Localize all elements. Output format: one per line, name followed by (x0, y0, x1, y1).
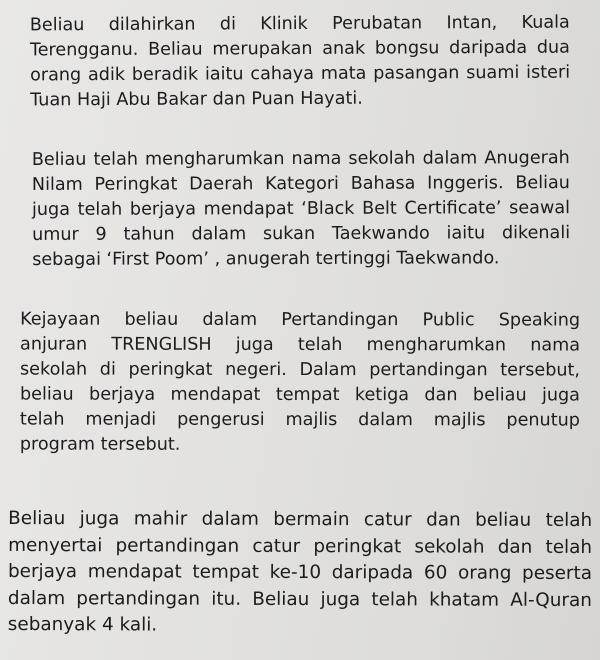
text-line: berjaya mendapat tempat ke-10 daripada 60 orang peserta (7, 560, 593, 585)
text-line: orang adik beradik iaitu cahaya mata pasangan suami isteri (30, 62, 571, 86)
text-line: sekolah di peringkat negeri. Dalam pertandingan tersebut, (20, 359, 581, 381)
paragraph-public-speaking (20, 308, 580, 459)
text-line: umur 9 tahun dalam sukan Taekwando iaitu dikenali (32, 223, 571, 245)
paragraph-chess (8, 506, 592, 641)
text-line: telah menjadi pengerusi majlis dalam majlis penutup (19, 409, 580, 431)
text-line: Beliau dilahirkan di Klinik Perubatan Intan, Kuala (29, 12, 570, 36)
text-line: beliau berjaya mendapat tempat ketiga dan beliau juga (19, 384, 580, 406)
paragraph-achievements (32, 146, 570, 273)
text-line: anjuran TRENGLISH juga telah mengharumkan nama (20, 334, 581, 356)
text-line: sebagai ‘First Poom’ , anugerah tertinggi Taekwando. (32, 248, 500, 270)
text-line: Beliau telah mengharumkan nama sekolah dalam Anugerah (31, 148, 570, 170)
text-line: Nilam Peringkat Daerah Kategori Bahasa Inggeris. Beliau (31, 173, 570, 195)
paragraph-birth (30, 11, 571, 114)
text-line: juga telah berjaya mendapat ‘Black Belt Certificate’ seawal (31, 198, 571, 220)
text-line: Kejayaan beliau dalam Pertandingan Public Speaking (20, 309, 581, 331)
text-line: sebanyak 4 kali. (7, 613, 158, 636)
text-line: menyertai pertandingan catur peringkat sekolah dan telah (8, 534, 593, 558)
text-line: Tuan Haji Abu Bakar dan Puan Hayati. (30, 88, 363, 111)
text-line: program tersebut. (19, 434, 181, 455)
text-line: dalam pertandingan itu. Beliau juga telah khatam Al-Quran (7, 587, 592, 611)
text-line: Beliau juga mahir dalam bermain catur dan beliau telah (8, 507, 593, 532)
text-line: Terengganu. Beliau merupakan anak bongsu daripada dua (29, 37, 570, 61)
